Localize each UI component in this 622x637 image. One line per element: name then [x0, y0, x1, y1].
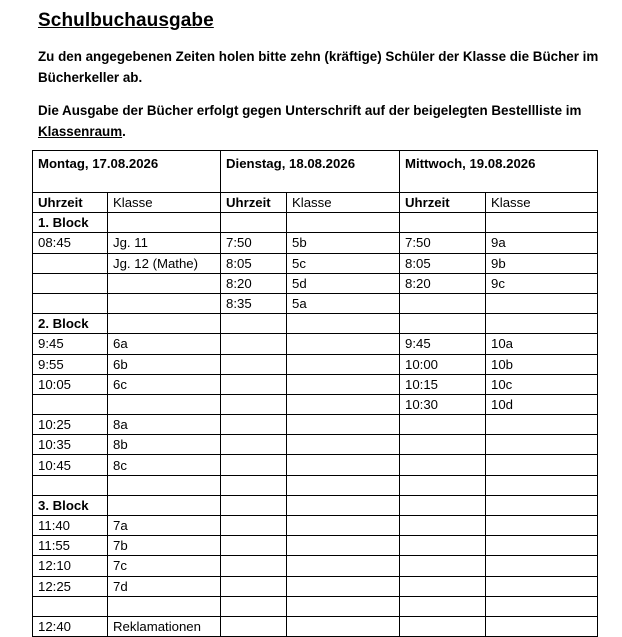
column-header-row — [33, 193, 598, 213]
table-cell — [486, 556, 598, 576]
table-row — [33, 556, 598, 576]
instruction-paragraph-signature — [38, 100, 620, 142]
table-row — [33, 314, 598, 334]
table-cell — [287, 334, 400, 354]
table-row — [33, 495, 598, 515]
table-cell — [33, 596, 108, 616]
table-cell: Jg. 11 — [108, 233, 221, 253]
table-row — [33, 334, 598, 354]
instruction-line: Bücherkeller ab. — [38, 70, 143, 85]
table-cell — [287, 556, 400, 576]
table-row — [33, 415, 598, 435]
table-cell — [108, 273, 221, 293]
table-cell — [486, 455, 598, 475]
table-cell — [400, 293, 486, 313]
table-cell: 6c — [108, 374, 221, 394]
table-cell — [287, 455, 400, 475]
table-cell — [287, 495, 400, 515]
table-cell: 10:25 — [33, 415, 108, 435]
table-cell: 10:30 — [400, 394, 486, 414]
table-row — [33, 273, 598, 293]
table-cell: 08:45 — [33, 233, 108, 253]
table-cell: 8c — [108, 455, 221, 475]
table-cell: 12:10 — [33, 556, 108, 576]
table-cell — [400, 314, 486, 334]
table-cell — [221, 374, 287, 394]
table-cell: 8:20 — [221, 273, 287, 293]
underlined-word: Klassenraum — [38, 124, 123, 139]
table-cell — [287, 394, 400, 414]
table-cell — [400, 435, 486, 455]
instruction-line — [38, 121, 620, 142]
table-row — [33, 354, 598, 374]
table-cell — [221, 475, 287, 495]
table-cell — [221, 616, 287, 636]
sentence-end: . — [122, 124, 126, 139]
schedule-table — [32, 150, 598, 637]
table-cell — [287, 374, 400, 394]
table-cell: Reklamationen — [108, 616, 221, 636]
table-cell: 7d — [108, 576, 221, 596]
table-cell: 8:05 — [400, 253, 486, 273]
table-cell — [486, 536, 598, 556]
table-row — [33, 374, 598, 394]
table-cell: 9:55 — [33, 354, 108, 374]
table-cell — [287, 475, 400, 495]
table-cell — [287, 354, 400, 374]
table-cell: 7:50 — [400, 233, 486, 253]
table-cell: 7b — [108, 536, 221, 556]
table-cell — [108, 394, 221, 414]
table-cell — [221, 415, 287, 435]
instruction-line: Die Ausgabe der Bücher erfolgt gegen Unterschrift auf der beigelegten Bestellliste im — [38, 103, 582, 118]
table-cell — [221, 354, 287, 374]
table-cell — [486, 596, 598, 616]
table-cell: 11:40 — [33, 516, 108, 536]
table-cell: 5d — [287, 273, 400, 293]
table-row — [33, 516, 598, 536]
table-cell — [108, 596, 221, 616]
table-cell — [486, 576, 598, 596]
table-cell: 5b — [287, 233, 400, 253]
table-row — [33, 435, 598, 455]
table-cell — [221, 435, 287, 455]
table-cell: 9:45 — [33, 334, 108, 354]
table-row — [33, 475, 598, 495]
table-cell — [400, 576, 486, 596]
table-cell — [400, 556, 486, 576]
table-cell — [108, 293, 221, 313]
table-cell — [287, 616, 400, 636]
table-cell — [221, 536, 287, 556]
table-row — [33, 394, 598, 414]
table-cell: 8b — [108, 435, 221, 455]
table-row — [33, 576, 598, 596]
block-label: 2. Block — [33, 314, 108, 334]
table-cell — [400, 596, 486, 616]
table-row — [33, 596, 598, 616]
table-cell — [108, 213, 221, 233]
table-cell — [287, 213, 400, 233]
day-header-monday: Montag, 17.08.2026 — [33, 151, 221, 193]
table-cell — [400, 455, 486, 475]
table-cell — [400, 536, 486, 556]
table-cell — [221, 596, 287, 616]
table-cell — [221, 334, 287, 354]
table-row — [33, 293, 598, 313]
table-cell: 11:55 — [33, 536, 108, 556]
table-cell — [108, 495, 221, 515]
table-cell — [400, 415, 486, 435]
table-cell — [486, 475, 598, 495]
table-cell: 10:15 — [400, 374, 486, 394]
table-cell — [287, 536, 400, 556]
table-cell — [287, 596, 400, 616]
table-cell — [221, 455, 287, 475]
table-cell — [221, 516, 287, 536]
table-cell — [221, 556, 287, 576]
column-header-time: Uhrzeit — [400, 193, 486, 213]
table-cell — [287, 576, 400, 596]
table-cell — [287, 516, 400, 536]
table-cell — [400, 516, 486, 536]
table-cell — [486, 293, 598, 313]
table-cell: 8a — [108, 415, 221, 435]
table-row — [33, 536, 598, 556]
instruction-paragraph-pickup — [38, 46, 620, 88]
table-cell — [33, 293, 108, 313]
table-cell — [486, 616, 598, 636]
table-cell: 9:45 — [400, 334, 486, 354]
instruction-line: Zu den angegebenen Zeiten holen bitte zehn (kräftige) Schüler der Klasse die Bücher im — [38, 49, 599, 64]
column-header-class: Klasse — [108, 193, 221, 213]
table-cell: 5a — [287, 293, 400, 313]
table-cell: 10a — [486, 334, 598, 354]
table-cell — [33, 475, 108, 495]
table-cell — [287, 415, 400, 435]
table-cell: 7:50 — [221, 233, 287, 253]
table-cell — [486, 516, 598, 536]
table-cell — [486, 415, 598, 435]
table-cell: 10:45 — [33, 455, 108, 475]
table-cell — [33, 253, 108, 273]
column-header-time: Uhrzeit — [221, 193, 287, 213]
table-cell: 9c — [486, 273, 598, 293]
table-cell — [400, 616, 486, 636]
table-cell: 12:25 — [33, 576, 108, 596]
day-header-wednesday: Mittwoch, 19.08.2026 — [400, 151, 598, 193]
table-cell — [400, 495, 486, 515]
table-cell — [33, 394, 108, 414]
table-cell: 10b — [486, 354, 598, 374]
table-cell: 10:05 — [33, 374, 108, 394]
table-cell — [400, 213, 486, 233]
table-cell — [221, 394, 287, 414]
table-cell: 7c — [108, 556, 221, 576]
table-row — [33, 253, 598, 273]
table-row — [33, 213, 598, 233]
day-header-row — [33, 151, 598, 193]
table-row — [33, 233, 598, 253]
table-cell — [221, 213, 287, 233]
table-cell — [486, 435, 598, 455]
table-cell — [287, 435, 400, 455]
block-label: 3. Block — [33, 495, 108, 515]
table-cell: 6a — [108, 334, 221, 354]
table-row — [33, 455, 598, 475]
block-label: 1. Block — [33, 213, 108, 233]
table-cell: 5c — [287, 253, 400, 273]
table-cell: 8:35 — [221, 293, 287, 313]
table-cell — [108, 475, 221, 495]
table-cell: 10c — [486, 374, 598, 394]
table-cell — [221, 314, 287, 334]
table-cell: 10:35 — [33, 435, 108, 455]
table-cell: 9a — [486, 233, 598, 253]
table-cell: 8:05 — [221, 253, 287, 273]
table-cell — [221, 576, 287, 596]
table-cell — [486, 495, 598, 515]
table-cell — [221, 495, 287, 515]
table-cell: 6b — [108, 354, 221, 374]
column-header-class: Klasse — [287, 193, 400, 213]
table-cell: 9b — [486, 253, 598, 273]
table-cell — [287, 314, 400, 334]
table-cell: 10d — [486, 394, 598, 414]
table-cell: 7a — [108, 516, 221, 536]
column-header-time: Uhrzeit — [33, 193, 108, 213]
table-cell: 8:20 — [400, 273, 486, 293]
day-header-tuesday: Dienstag, 18.08.2026 — [221, 151, 400, 193]
table-cell: 12:40 — [33, 616, 108, 636]
table-row — [33, 616, 598, 636]
table-cell — [33, 273, 108, 293]
table-cell: 10:00 — [400, 354, 486, 374]
table-cell: Jg. 12 (Mathe) — [108, 253, 221, 273]
table-cell — [400, 475, 486, 495]
column-header-class: Klasse — [486, 193, 598, 213]
table-cell — [486, 213, 598, 233]
table-cell — [108, 314, 221, 334]
page-title: Schulbuchausgabe — [38, 10, 214, 31]
table-cell — [486, 314, 598, 334]
